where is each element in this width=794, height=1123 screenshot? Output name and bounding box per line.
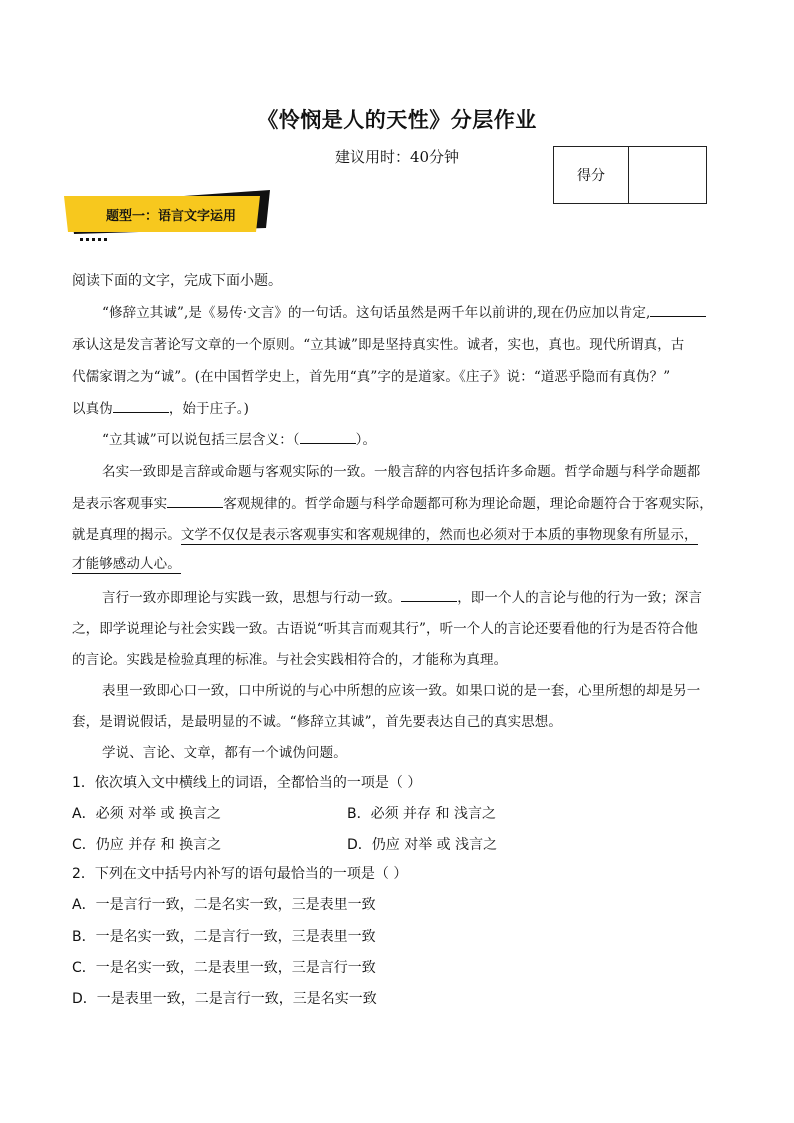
question-1-option-c[interactable]: C．仍应 并存 和 换言之 xyxy=(72,837,222,853)
question-1-stem: 1．依次填入文中横线上的词语，全都恰当的一项是（ ） xyxy=(72,775,422,791)
fill-blank-1[interactable] xyxy=(650,302,706,317)
banner-dot xyxy=(104,238,107,241)
question-1-option-a[interactable]: A．必须 对举 或 换言之 xyxy=(72,806,221,822)
question-2-option-d[interactable]: D．一是表里一致，二是言行一致，三是名实一致 xyxy=(72,991,377,1007)
banner-dot xyxy=(98,238,101,241)
suggested-time: 建议用时：40分钟 xyxy=(334,148,460,166)
underlined-sentence: 文学不仅仅是表示客观事实和客观规律的，然而也必须对于本质的事物现象有所显示， xyxy=(180,527,698,543)
passage-line: 学说、言论、文章，都有一个诚伪问题。 xyxy=(102,745,347,761)
passage-line: “立其诚”可以说包括三层含义：（ ）。 xyxy=(102,428,762,448)
fill-blank-3[interactable] xyxy=(167,493,223,508)
banner-dot xyxy=(92,238,95,241)
question-2-stem: 2．下列在文中括号内补写的语句最恰当的一项是（ ） xyxy=(72,866,408,882)
passage-line: 的言论。实践是检验真理的标准。与社会实践相符合的，才能称为真理。 xyxy=(72,652,508,668)
instruction-text: 阅读下面的文字，完成下面小题。 xyxy=(72,273,282,289)
passage-line: 之，即学说理论与社会实践一致。古语说“听其言而观其行”，听一个人的言论还要看他的行为是否符合他 xyxy=(72,621,699,637)
page-title: 《怜悯是人的天性》分层作业 xyxy=(257,108,537,132)
section-label: 题型一：语言文字运用 xyxy=(106,209,237,224)
passage-line: 表里一致即心口一致，口中所说的与心中所想的应该一致。如果口说的是一套，心里所想的却是另一 xyxy=(102,683,701,699)
question-1-option-b[interactable]: B．必须 并存 和 浅言之 xyxy=(347,806,496,822)
passage-line: 套，是谓说假话，是最明显的不诚。“修辞立其诚”，首先要表达自己的真实思想。 xyxy=(72,714,563,730)
score-box xyxy=(553,146,707,204)
fill-blank-2[interactable] xyxy=(113,398,169,413)
passage-line: 承认这是发言著论写文章的一个原则。“立其诚”即是坚持真实性。诚者，实也，真也。现代所谓真，古 xyxy=(72,337,685,353)
question-2-option-c[interactable]: C．一是名实一致，二是表里一致，三是言行一致 xyxy=(72,960,376,976)
passage-line: 代儒家谓之为“诚”。(在中国哲学史上，首先用“真”字的是道家。《庄子》说：“道恶乎隐而有真伪？” xyxy=(72,369,671,385)
passage-line: 就是真理的揭示。文学不仅仅是表示客观事实和客观规律的，然而也必须对于本质的事物现象有所显示， xyxy=(72,527,698,543)
passage-line: “修辞立其诚”,是《易传·文言》的一句话。这句话虽然是两千年以前讲的,现在仍应加以肯定, xyxy=(102,301,762,321)
passage-line: 言行一致亦即理论与实践一致，思想与行动一致。 ，即一个人的言论与他的行为一致；深言 xyxy=(102,586,762,606)
passage-line: 以真伪 ，始于庄子。) xyxy=(72,397,732,417)
question-2-option-b[interactable]: B．一是名实一致，二是言行一致，三是表里一致 xyxy=(72,929,376,945)
underlined-sentence: 才能够感动人心。 xyxy=(72,556,181,572)
fill-blank-4[interactable] xyxy=(401,587,457,602)
passage-line: 是表示客观事实 客观规律的。哲学命题与科学命题都可称为理论命题，理论命题符合于客观实际， xyxy=(72,492,732,512)
banner-dot xyxy=(80,238,83,241)
score-label: 得分 xyxy=(554,147,629,203)
banner-dot xyxy=(86,238,89,241)
passage-line xyxy=(72,552,732,572)
question-2-option-a[interactable]: A．一是言行一致，二是名实一致，三是表里一致 xyxy=(72,897,376,913)
question-1-option-d[interactable]: D．仍应 对举 或 浅言之 xyxy=(347,837,498,853)
score-field[interactable] xyxy=(629,147,706,203)
passage-line: 名实一致即是言辞或命题与客观实际的一致。一般言辞的内容包括许多命题。哲学命题与科学命题都 xyxy=(102,464,701,480)
fill-bracket-blank[interactable] xyxy=(300,429,356,444)
